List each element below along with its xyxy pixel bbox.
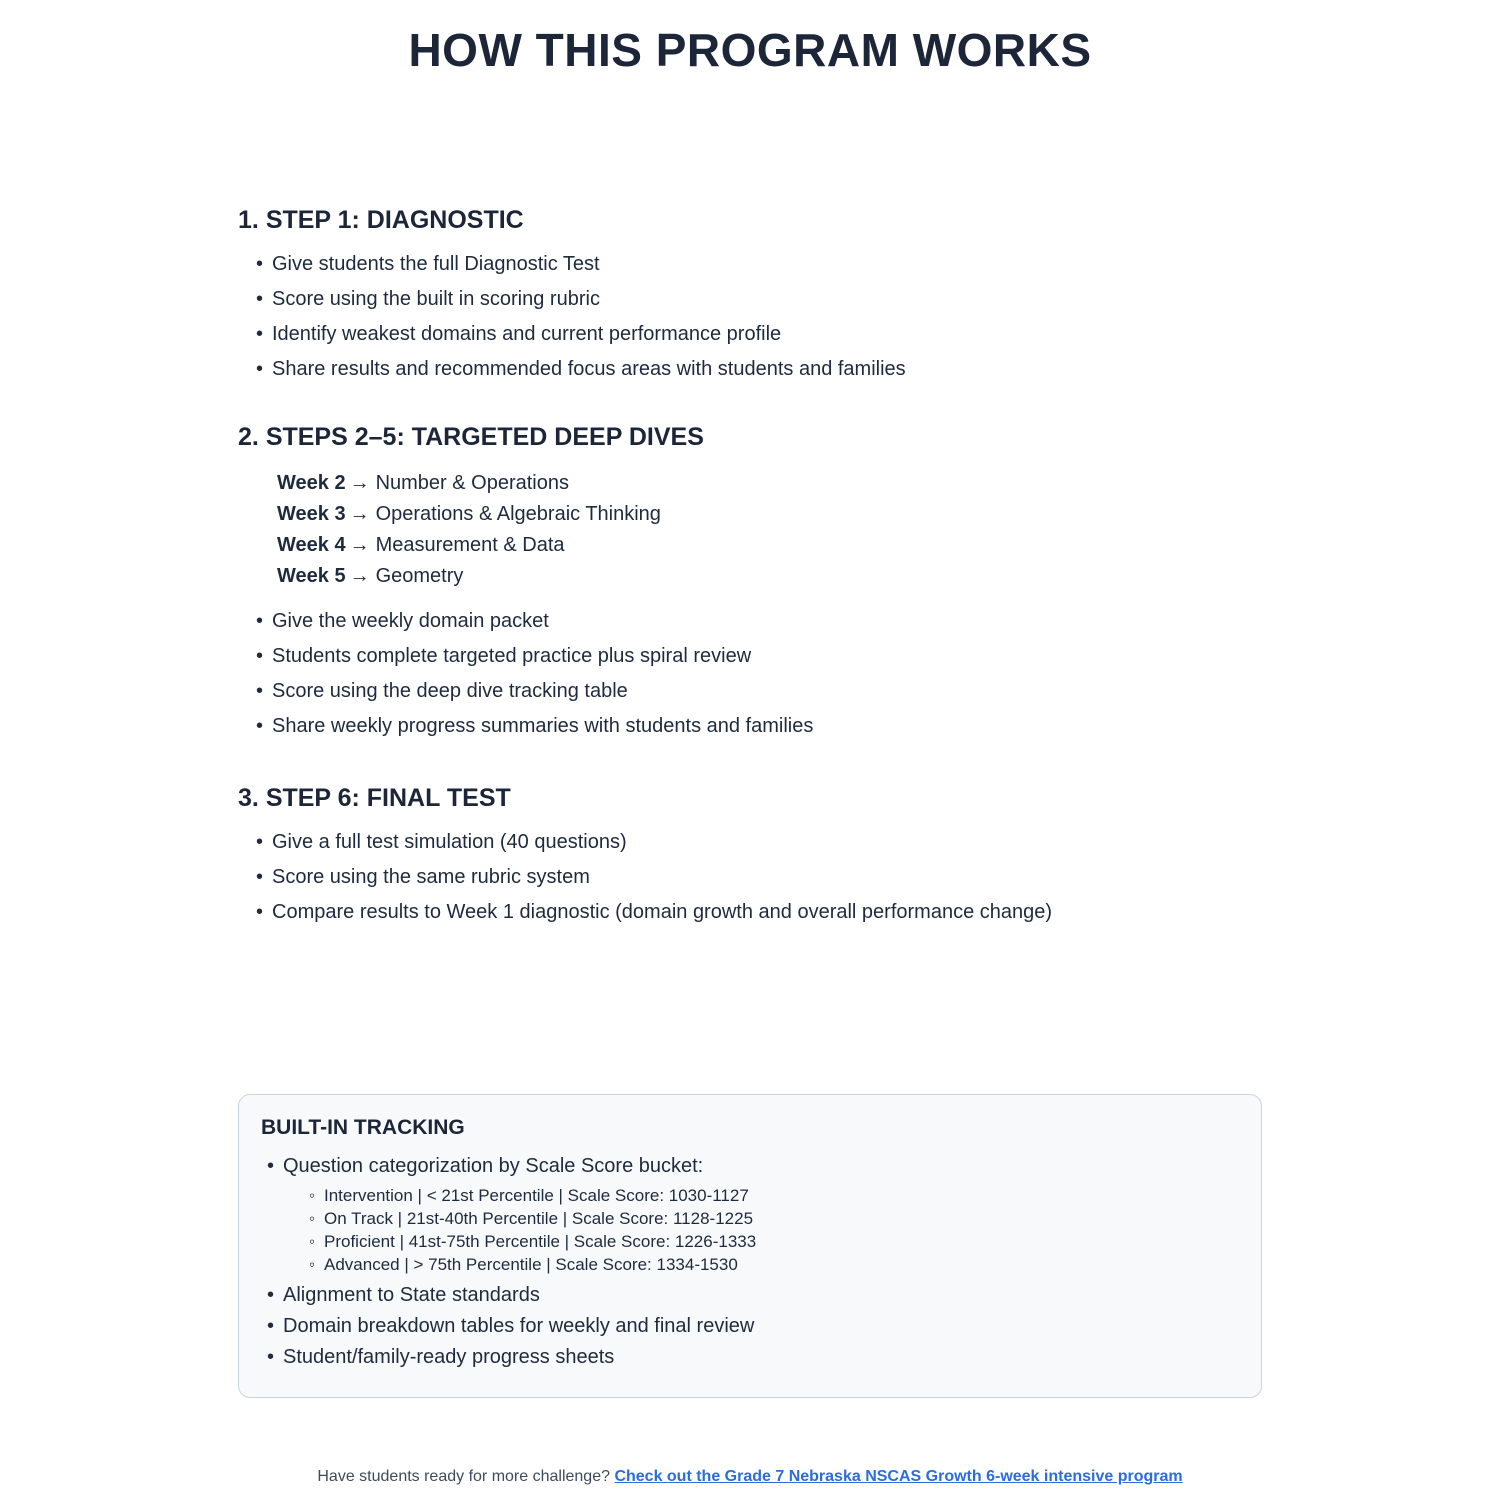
week-domain: Measurement & Data [375, 534, 565, 556]
week-label: Week 4 [277, 534, 346, 556]
week-domain: Operations & Algebraic Thinking [375, 503, 661, 525]
week-label: Week 5 [277, 565, 346, 587]
bullet-item: • Share results and recommended focus areas with students and families [256, 352, 1262, 387]
bullet-item: • Give the weekly domain packet [256, 604, 1262, 639]
bucket-item-intervention: ◦ Intervention | < 21st Percentile | Scale Score: 1030-1127 [309, 1184, 1239, 1207]
week-label: Week 2 [277, 472, 346, 494]
section-title-text: STEPS 2–5: TARGETED DEEP DIVES [265, 423, 704, 451]
bucket-item-on-track: ◦ On Track | 21st-40th Percentile | Scale Score: 1128-1225 [309, 1207, 1239, 1230]
bullet-list [238, 247, 1262, 387]
bullet-item: • Compare results to Week 1 diagnostic (domain growth and overall performance change) [256, 895, 1262, 930]
bucket-intro-text: Question categorization by Scale Score bucket: [283, 1155, 704, 1177]
document-body [238, 206, 1262, 1398]
section-number: 2. [238, 423, 259, 451]
bullet-item: • Student/family-ready progress sheets [267, 1342, 1239, 1373]
section-step-6-final-test [238, 784, 1262, 930]
footer [0, 1466, 1500, 1488]
bullet-item: • Domain breakdown tables for weekly and final review [267, 1311, 1239, 1342]
week-line [277, 468, 1262, 499]
weeks-schedule [238, 468, 1262, 592]
bullet-item: • Identify weakest domains and current performance profile [256, 317, 1262, 352]
bullet-item: • Students complete targeted practice plus spiral review [256, 639, 1262, 674]
bullet-item: • Give a full test simulation (40 questions) [256, 825, 1262, 860]
week-domain: Geometry [375, 565, 464, 587]
section-number: 3. [238, 784, 259, 812]
section-steps-2-5-deep-dives [238, 423, 1262, 744]
page-title: HOW THIS PROGRAM WORKS [408, 24, 1092, 76]
right-arrow-glyph: → [349, 565, 370, 587]
section-title-text: STEP 6: FINAL TEST [265, 784, 511, 812]
right-arrow-glyph: → [349, 534, 370, 556]
section-step-1-diagnostic [238, 206, 1262, 387]
bullet-item [267, 1151, 1239, 1276]
right-arrow-glyph: → [349, 503, 370, 525]
section-heading [238, 784, 1262, 813]
bullet-item: • Give students the full Diagnostic Test [256, 247, 1262, 282]
footer-prompt-text: Have students ready for more challenge? [317, 1468, 615, 1485]
grade-7-program-link[interactable]: Check out the Grade 7 Nebraska NSCAS Growth 6-week intensive program [614, 1468, 1183, 1485]
bucket-item-proficient: ◦ Proficient | 41st-75th Percentile | Scale Score: 1226-1333 [309, 1230, 1239, 1253]
section-heading [238, 206, 1262, 235]
section-title-text: STEP 1: DIAGNOSTIC [265, 206, 524, 234]
week-label: Week 3 [277, 503, 346, 525]
right-arrow-glyph: → [349, 472, 370, 494]
bullet-list [238, 604, 1262, 744]
section-heading [238, 423, 1262, 452]
bullet-item: • Share weekly progress summaries with students and families [256, 709, 1262, 744]
week-line [277, 530, 1262, 561]
bullet-item: • Score using the same rubric system [256, 860, 1262, 895]
section-number: 1. [238, 206, 259, 234]
tracking-bullet-list [261, 1151, 1239, 1373]
built-in-tracking-card [238, 1094, 1262, 1398]
week-domain: Number & Operations [375, 472, 569, 494]
week-line [277, 561, 1262, 592]
scale-score-bucket-list [283, 1184, 1239, 1276]
bucket-item-advanced: ◦ Advanced | > 75th Percentile | Scale Score: 1334-1530 [309, 1253, 1239, 1276]
bullet-list [238, 825, 1262, 930]
bullet-item: • Score using the built in scoring rubric [256, 282, 1262, 317]
bullet-item: • Alignment to State standards [267, 1280, 1239, 1311]
tracking-card-title: BUILT-IN TRACKING [261, 1116, 465, 1139]
bullet-item: • Score using the deep dive tracking table [256, 674, 1262, 709]
week-line [277, 499, 1262, 530]
